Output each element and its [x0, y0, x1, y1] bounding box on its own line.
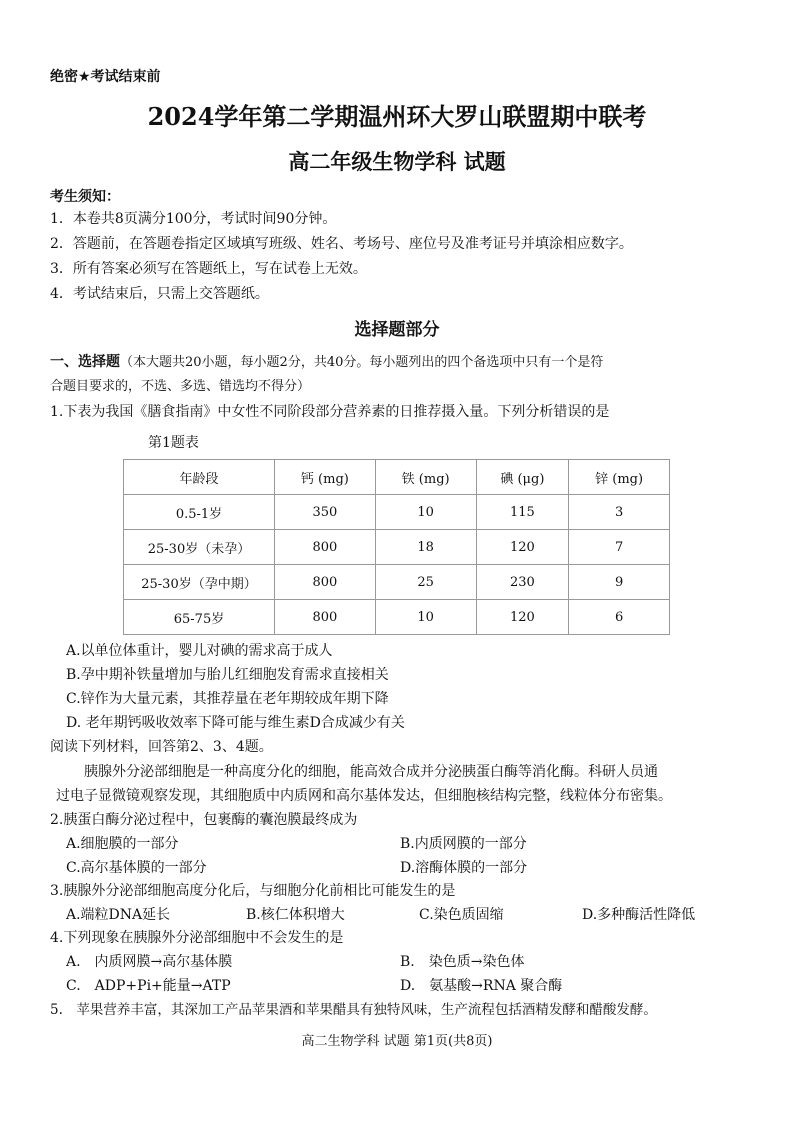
q1-option-b: B.孕中期补铁量增加与胎儿红细胞发育需求直接相关 — [66, 667, 389, 683]
q4-option-c: C. ADP+Pi+能量→ATP — [66, 978, 231, 994]
table-cell: 800 — [275, 565, 376, 600]
table-cell: 25 — [375, 565, 476, 600]
table-row — [124, 530, 670, 565]
q5-stem: 5. 苹果营养丰富，其深加工产品苹果酒和苹果醋具有独特风味，生产流程包括酒精发酵和醋酸发酵。 — [50, 1002, 657, 1018]
q2-option-a: A.细胞膜的一部分 — [66, 836, 179, 852]
table-cell: 7 — [569, 530, 670, 565]
section-intro-line-1 — [50, 351, 603, 371]
notice-item-4: 4．考试结束后，只需上交答题纸。 — [50, 286, 269, 302]
notice-heading: 考生须知： — [50, 189, 120, 205]
q3-option-d: D.多种酶活性降低 — [582, 907, 696, 923]
table-row — [124, 495, 670, 530]
table-cell: 800 — [275, 600, 376, 635]
table-cell: 230 — [476, 565, 569, 600]
q4-stem: 4.下列现象在胰腺外分泌部细胞中不会发生的是 — [50, 930, 344, 946]
q4-option-a: A. 内质网膜→高尔基体膜 — [66, 954, 233, 970]
material-paragraph-1: 胰腺外分泌部细胞是一种高度分化的细胞，能高效合成并分泌胰蛋白酶等消化酶。科研人员通 — [84, 764, 658, 780]
q2-option-d: D.溶酶体膜的一部分 — [400, 860, 528, 876]
table-row — [124, 565, 670, 600]
q1-option-c: C.锌作为大量元素，其推荐量在老年期较成年期下降 — [66, 691, 389, 707]
table-cell: 800 — [275, 530, 376, 565]
table-cell: 120 — [476, 600, 569, 635]
table-header-cell: 碘 (μg) — [476, 460, 569, 495]
table-cell: 10 — [375, 495, 476, 530]
table-cell: 25-30岁（未孕） — [124, 530, 275, 565]
notice-item-2: 2．答题前，在答题卷指定区域填写班级、姓名、考场号、座位号及准考证号并填涂相应数字。 — [50, 236, 633, 252]
table-header-row — [124, 460, 670, 495]
table-cell: 18 — [375, 530, 476, 565]
notice-item-1: 1．本卷共8页满分100分，考试时间90分钟。 — [50, 211, 337, 227]
table-header-cell: 钙 (mg) — [275, 460, 376, 495]
q3-option-b: B.核仁体积增大 — [246, 907, 345, 923]
q1-stem: 1.下表为我国《膳食指南》中女性不同阶段部分营养素的日推荐摄入量。下列分析错误的是 — [50, 404, 610, 420]
q1-option-a: A.以单位体重计，婴儿对碘的需求高于成人 — [66, 643, 333, 659]
table-cell: 6 — [569, 600, 670, 635]
section-intro-rest: （本大题共20小题，每小题2分，共40分。每小题列出的四个备选项中只有一个是符 — [120, 355, 604, 370]
nutrient-table — [123, 459, 670, 635]
q4-option-b: B. 染色质→染色体 — [400, 954, 525, 970]
confidential-mark: 绝密★考试结束前 — [50, 69, 161, 85]
material-paragraph-2: 过电子显微镜观察发现，其细胞质中内质网和高尔基体发达，但细胞核结构完整，线粒体分布密集。 — [56, 788, 672, 804]
exam-subtitle: 高二年级生物学科 试题 — [288, 149, 506, 174]
q2-option-b: B.内质网膜的一部分 — [400, 836, 527, 852]
q2-option-c: C.高尔基体膜的一部分 — [66, 860, 207, 876]
section-intro-line-2: 合题目要求的，不选、多选、错选均不得分） — [50, 379, 311, 394]
q1-option-d: D. 老年期钙吸收效率下降可能与维生素D合成减少有关 — [66, 715, 405, 731]
table-cell: 350 — [275, 495, 376, 530]
notice-item-3: 3．所有答案必须写在答题纸上，写在试卷上无效。 — [50, 261, 367, 277]
page-footer: 高二生物学科 试题 第1页(共8页) — [301, 1034, 493, 1049]
table-cell: 0.5-1岁 — [124, 495, 275, 530]
material-lead: 阅读下列材料，回答第2、3、4题。 — [50, 739, 273, 755]
q3-option-c: C.染色质固缩 — [419, 907, 504, 923]
table-cell: 25-30岁（孕中期） — [124, 565, 275, 600]
table-header-cell: 年龄段 — [124, 460, 275, 495]
q1-table-caption: 第1题表 — [148, 435, 199, 451]
table-cell: 120 — [476, 530, 569, 565]
q2-stem: 2.胰蛋白酶分泌过程中，包裹酶的囊泡膜最终成为 — [50, 812, 358, 828]
exam-title: 2024学年第二学期温州环大罗山联盟期中联考 — [147, 102, 647, 131]
table-header-cell: 锌 (mg) — [569, 460, 670, 495]
table-row — [124, 600, 670, 635]
section-title: 选择题部分 — [354, 320, 440, 340]
section-intro-label: 一、选择题 — [50, 354, 120, 370]
q3-stem: 3.胰腺外分泌部细胞高度分化后，与细胞分化前相比可能发生的是 — [50, 883, 456, 899]
table-cell: 65-75岁 — [124, 600, 275, 635]
q3-option-a: A.端粒DNA延长 — [66, 907, 171, 923]
table-cell: 10 — [375, 600, 476, 635]
table-cell: 3 — [569, 495, 670, 530]
table-cell: 115 — [476, 495, 569, 530]
table-cell: 9 — [569, 565, 670, 600]
q4-option-d: D. 氨基酸→RNA 聚合酶 — [400, 978, 563, 994]
table-header-cell: 铁 (mg) — [375, 460, 476, 495]
